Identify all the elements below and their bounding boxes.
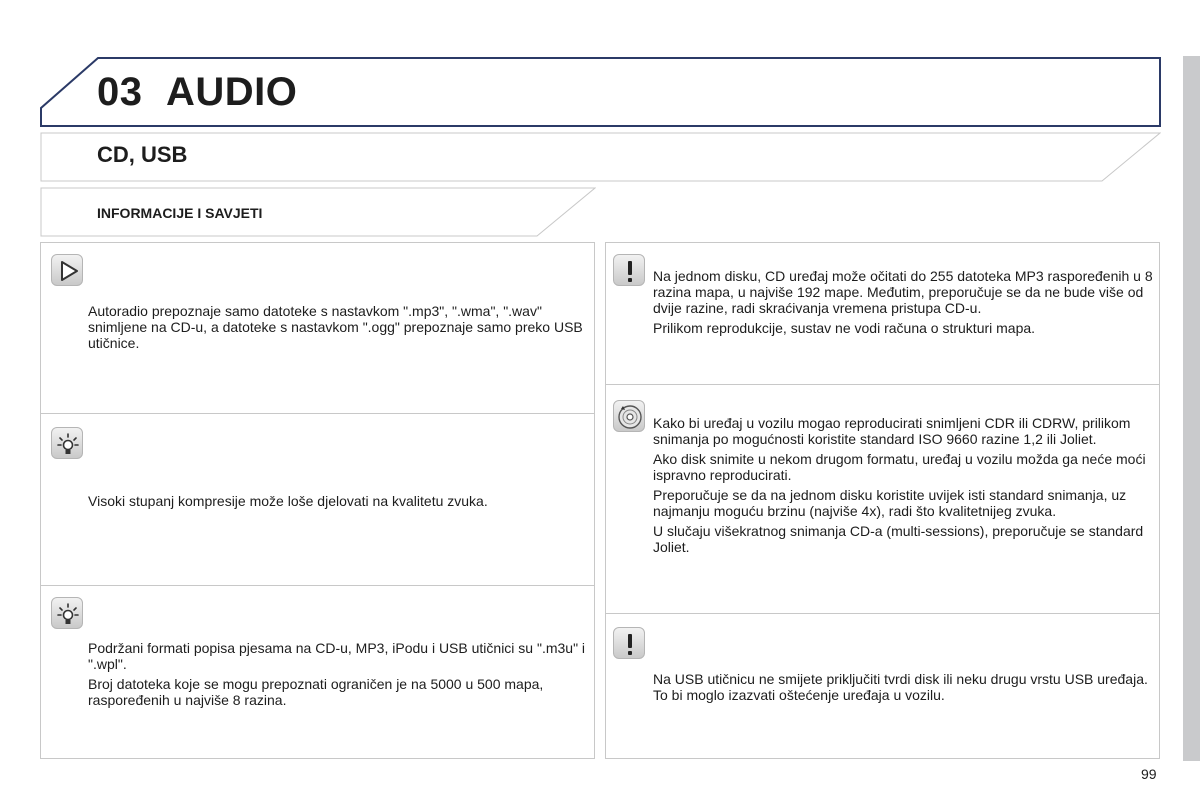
page-number: 99	[1141, 766, 1157, 782]
right-block-2-text	[653, 415, 1153, 559]
left-block-1-text	[88, 303, 588, 355]
paragraph: Ako disk snimite u nekom drugom formatu, uređaj u vozilu možda ga neće moći ispravno reproducirati.	[653, 451, 1146, 483]
left-separator-2	[40, 585, 595, 586]
right-separator-1	[605, 384, 1160, 385]
paragraph: Visoki stupanj kompresije može loše djelovati na kvalitetu zvuka.	[88, 493, 488, 509]
chapter-number: 03	[97, 70, 143, 114]
left-block-2-text	[88, 493, 588, 513]
right-block-3-text	[653, 671, 1153, 707]
left-block-3-text	[88, 640, 588, 712]
page-edge-tab	[1183, 56, 1200, 761]
paragraph: U slučaju višekratnog snimanja CD-a (multi-sessions), preporučuje se standard Joliet.	[653, 523, 1144, 555]
paragraph: Broj datoteka koje se mogu prepoznati ograničen je na 5000 u 500 mapa, raspoređenih u najviše 8 razina.	[88, 676, 544, 708]
warning-exclamation-icon	[613, 254, 645, 286]
paragraph: Na jednom disku, CD uređaj može očitati do 255 datoteka MP3 raspoređenih u 8 razina mapa, u najviše 192 mape. Međutim, preporučuje se da ne bude više od dvije razine, radi skraćivanja vremena pristupa CD-u.	[653, 268, 1153, 316]
subsection-title: INFORMACIJE I SAVJETI	[97, 205, 263, 221]
section-bar	[40, 132, 1161, 187]
play-icon	[51, 254, 83, 286]
paragraph: Na USB utičnicu ne smijete priključiti tvrdi disk ili neku drugu vrstu USB uređaja. To bi moglo izazvati oštećenje uređaja u vozilu.	[653, 671, 1148, 703]
section-title: CD, USB	[97, 142, 188, 167]
right-block-1-text	[653, 268, 1153, 340]
paragraph: Preporučuje se da na jednom disku koristite uvijek isti standard snimanja, uz najmanju moguću brzinu (najviše 4x), radi što kvalitetnijeg zvuka.	[653, 487, 1127, 519]
paragraph: Podržani formati popisa pjesama na CD-u, MP3, iPodu i USB utičnici su ".m3u" i ".wpl".	[88, 640, 586, 672]
paragraph: Autoradio prepoznaje samo datoteke s nastavkom ".mp3", ".wma", ".wav" snimljene na CD-u, a datoteke s nastavkom ".ogg" prepoznaje samo preko USB utičnice.	[88, 303, 583, 351]
paragraph: Prilikom reprodukcije, sustav ne vodi računa o strukturi mapa.	[653, 320, 1036, 336]
lightbulb-icon	[51, 427, 83, 459]
paragraph: Kako bi uređaj u vozilu mogao reproducirati snimljeni CDR ili CDRW, prilikom snimanja po mogućnosti koristite standard ISO 9660 razine 1,2 ili Joliet.	[653, 415, 1131, 447]
disc-icon	[613, 400, 645, 432]
chapter-title: AUDIO	[166, 70, 298, 114]
warning-exclamation-icon	[613, 627, 645, 659]
lightbulb-icon	[51, 597, 83, 629]
left-separator-1	[40, 413, 595, 414]
right-separator-2	[605, 613, 1160, 614]
